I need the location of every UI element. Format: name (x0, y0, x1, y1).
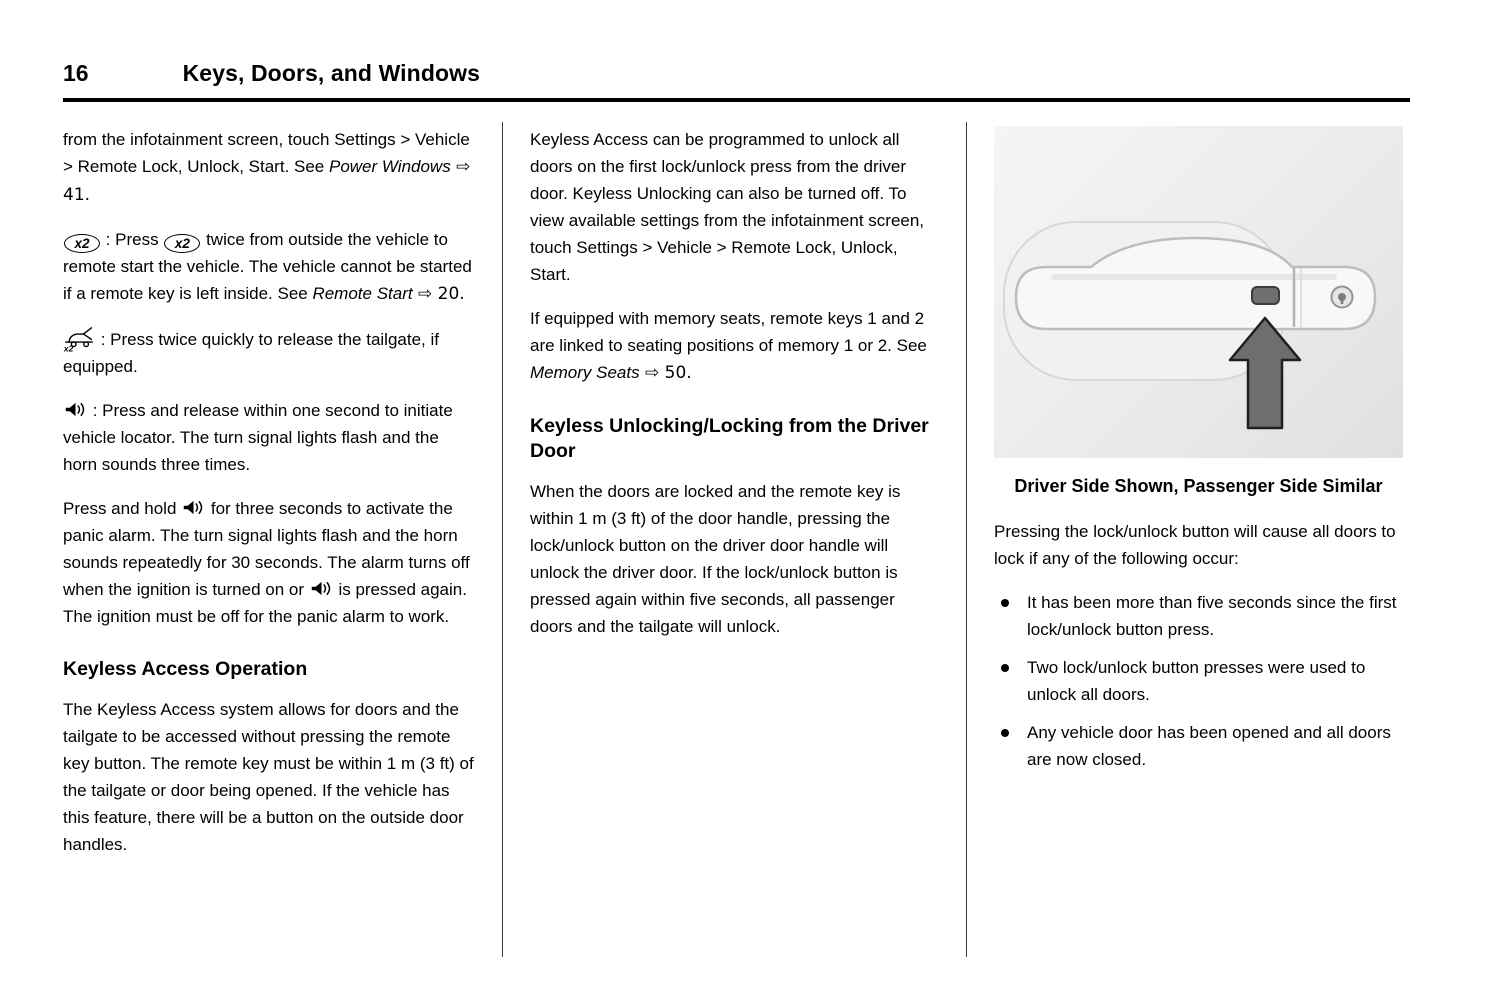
paragraph-keyless-programming (530, 126, 940, 288)
paragraph-lock-conditions: Pressing the lock/unlock button will cause all doors to lock if any of the following occur: (994, 522, 1396, 568)
text-run: Memory Seats (530, 363, 640, 382)
panic-horn-icon (310, 579, 333, 598)
text-run: ⇨ 50. (639, 363, 692, 383)
section-heading-keyless-access: Keyless Access Operation (63, 658, 308, 680)
list-item: Any vehicle door has been opened and all doors are now closed. (994, 719, 1403, 773)
page-header (63, 60, 1410, 87)
text-run: twice from outside the vehicle to remote start the vehicle. The vehicle cannot be started if a remote key is left inside. See (63, 230, 472, 303)
paragraph-vehicle-locator (63, 397, 475, 478)
door-handle-drawing (994, 126, 1403, 458)
figure-caption: Driver Side Shown, Passenger Side Similar (1014, 476, 1383, 496)
section-heading-keyless-unlocking: Keyless Unlocking/Locking from the Driver Door (530, 415, 929, 462)
paragraph-driver-door (530, 478, 940, 640)
paragraph-keyless-access (63, 696, 475, 858)
list-item: Two lock/unlock button presses were used to unlock all doors. (994, 654, 1403, 708)
door-handle-illustration (994, 126, 1403, 458)
text-run: Remote Start (312, 284, 413, 303)
text-run: from the infotainment screen, touch Settings > Vehicle > Remote Lock, Unlock, Start. See (63, 130, 470, 176)
column-1 (63, 126, 475, 875)
remote-start-x2-icon: x2 (64, 234, 100, 253)
column-3 (994, 126, 1403, 784)
remote-start-x2-icon: x2 (164, 234, 200, 253)
column-divider (966, 122, 967, 957)
column-2 (530, 126, 940, 657)
text-run: : Press and release within one second to initiate vehicle locator. The turn signal lights flash and the horn sounds three times. (63, 401, 453, 474)
text-run: ⇨ 41. (63, 157, 471, 205)
text-run: When the doors are locked and the remote key is within 1 m (3 ft) of the door handle, pressing the lock/unlock button on the driver door handle will unlock the driver door. If the lock/unlock button is pressed again within five seconds, all passenger doors and the tailgate will unlock. (530, 482, 901, 636)
text-run: Keyless Access can be programmed to unlock all doors on the first lock/unlock press from the driver door. Keyless Unlocking can also be turned off. To view available settings from the infotainment screen, touch Settings > Vehicle > Remote Lock, Unlock, Start. (530, 130, 925, 284)
page-number: 16 (63, 60, 89, 86)
paragraph (63, 126, 475, 209)
text-run: is pressed again. The ignition must be off for the panic alarm to work. (63, 580, 467, 626)
three-column-layout (63, 126, 1410, 971)
chapter-title: Keys, Doors, and Windows (182, 60, 480, 86)
header-rule (63, 98, 1410, 102)
text-run: Power Windows (328, 157, 451, 176)
panic-horn-icon (182, 498, 205, 517)
text-run: for three seconds to activate the panic alarm. The turn signal lights flash and the horn sounds repeatedly for 30 seconds. The alarm turns off when the ignition is turned on or (63, 499, 470, 599)
lock-conditions-list (994, 589, 1403, 773)
paragraph-memory-seats (530, 305, 940, 387)
text-run: Press and hold (63, 499, 182, 518)
list-item: It has been more than five seconds since the first lock/unlock button press. (994, 589, 1403, 643)
paragraph-panic-alarm (63, 495, 475, 630)
text-run: : Press (101, 230, 164, 249)
tailgate-release-icon (63, 325, 95, 352)
manual-page (63, 0, 1410, 971)
column-divider (502, 122, 503, 957)
text-run: ⇨ 20. (412, 284, 465, 304)
panic-horn-icon (64, 400, 87, 419)
paragraph-tailgate (63, 325, 475, 380)
text-run: The Keyless Access system allows for doors and the tailgate to be accessed without pressing the remote key button. The remote key must be within 1 m (3 ft) of the tailgate or door being opened. If the vehicle has this feature, there will be a button on the outside door handles. (63, 700, 474, 854)
text-run: : Press twice quickly to release the tailgate, if equipped. (63, 330, 439, 376)
text-run: If equipped with memory seats, remote keys 1 and 2 are linked to seating positions of memory 1 or 2. See (530, 309, 927, 355)
paragraph-remote-start (63, 226, 475, 308)
